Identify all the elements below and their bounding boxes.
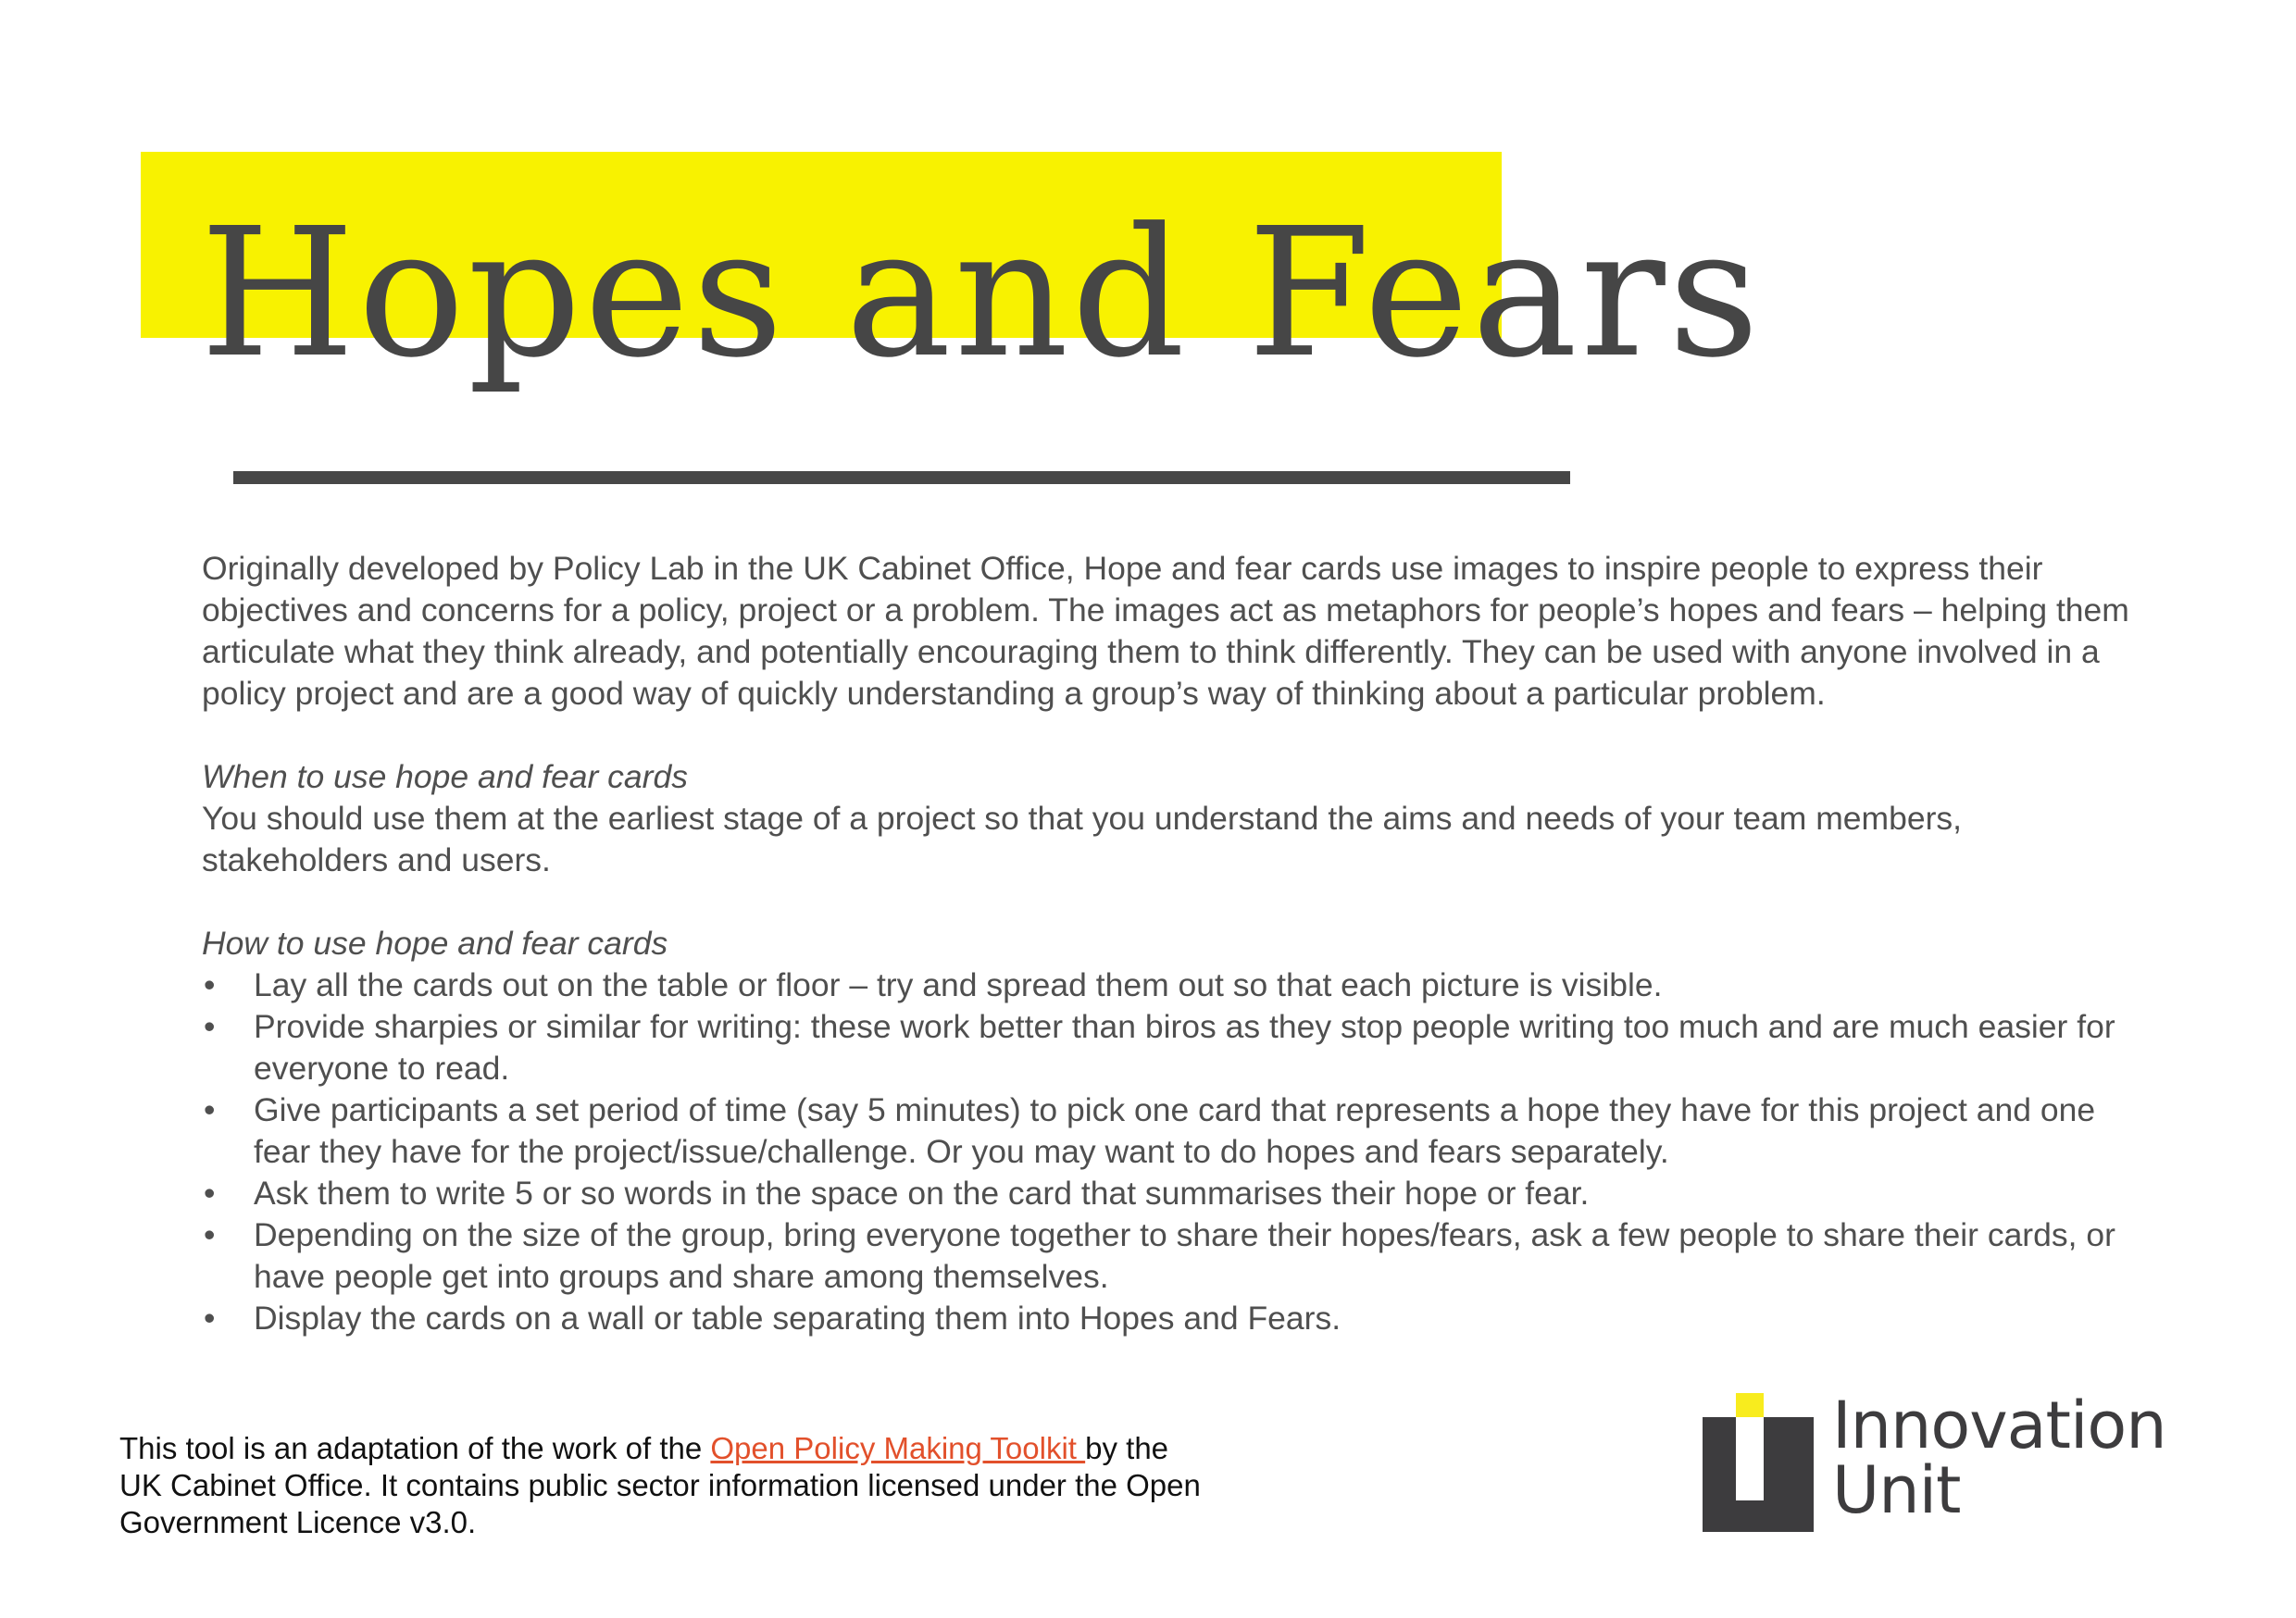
paragraph-spacer (202, 715, 2155, 756)
attribution-suffix: by the UK Cabinet Office. It contains public sector information licensed under the Open Government Licence v3.0. (119, 1431, 1201, 1539)
paragraph-spacer (202, 881, 2155, 923)
list-item-text: Provide sharpies or similar for writing: these work better than biros as they stop people writing too much and are much easier for everyone to read. (254, 1008, 2115, 1087)
attribution-prefix: This tool is an adaptation of the work of the (119, 1431, 711, 1465)
list-item-text: Ask them to write 5 or so words in the space on the card that summarises their hope or fear. (254, 1175, 1590, 1212)
innovation-unit-logo (1703, 1388, 2221, 1532)
list-item-text: Give participants a set period of time (say 5 minutes) to pick one card that represents a hope they have for this project and one fear they have for the project/issue/challenge. Or you may want to do hopes and fears separately. (254, 1091, 2096, 1170)
when-heading: When to use hope and fear cards (202, 758, 688, 795)
list-item (202, 1298, 2155, 1339)
bullet-icon: • (204, 1216, 216, 1253)
logo-line-2: Unit (1832, 1452, 1961, 1528)
intro-paragraph: Originally developed by Policy Lab in the UK Cabinet Office, Hope and fear cards use images to inspire people to express their objectives and concerns for a policy, project or a problem. The images act as metaphors for people’s hopes and fears – helping them articulate what they think already, and potentially encouraging them to think differently. They can be used with anyone involved in a policy project and are a good way of quickly understanding a group’s way of thinking about a particular problem. (202, 550, 2129, 712)
when-body: You should use them at the earliest stage of a project so that you understand the aims and needs of your team members, stakeholders and users. (202, 800, 1963, 878)
bullet-icon: • (204, 1091, 216, 1128)
list-item (202, 1089, 2155, 1173)
main-content (202, 548, 2155, 1339)
page-title: Hopes and Fears (200, 191, 1763, 397)
logo-wordmark (1832, 1388, 2166, 1528)
logo-line-1: Innovation (1832, 1388, 2166, 1463)
bullet-icon: • (204, 1300, 216, 1337)
innovation-unit-logo-mark-icon (1703, 1393, 1814, 1532)
list-item (202, 1173, 2155, 1214)
list-item-text: Lay all the cards out on the table or floor – try and spread them out so that each picture is visible. (254, 966, 1663, 1003)
bullet-icon: • (204, 1008, 216, 1045)
title-divider (233, 471, 1570, 484)
list-item-text: Display the cards on a wall or table separating them into Hopes and Fears. (254, 1300, 1341, 1337)
bullet-icon: • (204, 1175, 216, 1212)
bullet-icon: • (204, 966, 216, 1003)
list-item (202, 965, 2155, 1006)
list-item (202, 1006, 2155, 1089)
how-heading: How to use hope and fear cards (202, 925, 668, 962)
list-item (202, 1214, 2155, 1298)
how-list (202, 965, 2155, 1339)
attribution-footer (119, 1430, 1203, 1541)
list-item-text: Depending on the size of the group, bring everyone together to share their hopes/fears, ask a few people to share their cards, or have people get into groups and share among themselves. (254, 1216, 2115, 1295)
open-policy-toolkit-link[interactable]: Open Policy Making Toolkit (710, 1431, 1086, 1465)
